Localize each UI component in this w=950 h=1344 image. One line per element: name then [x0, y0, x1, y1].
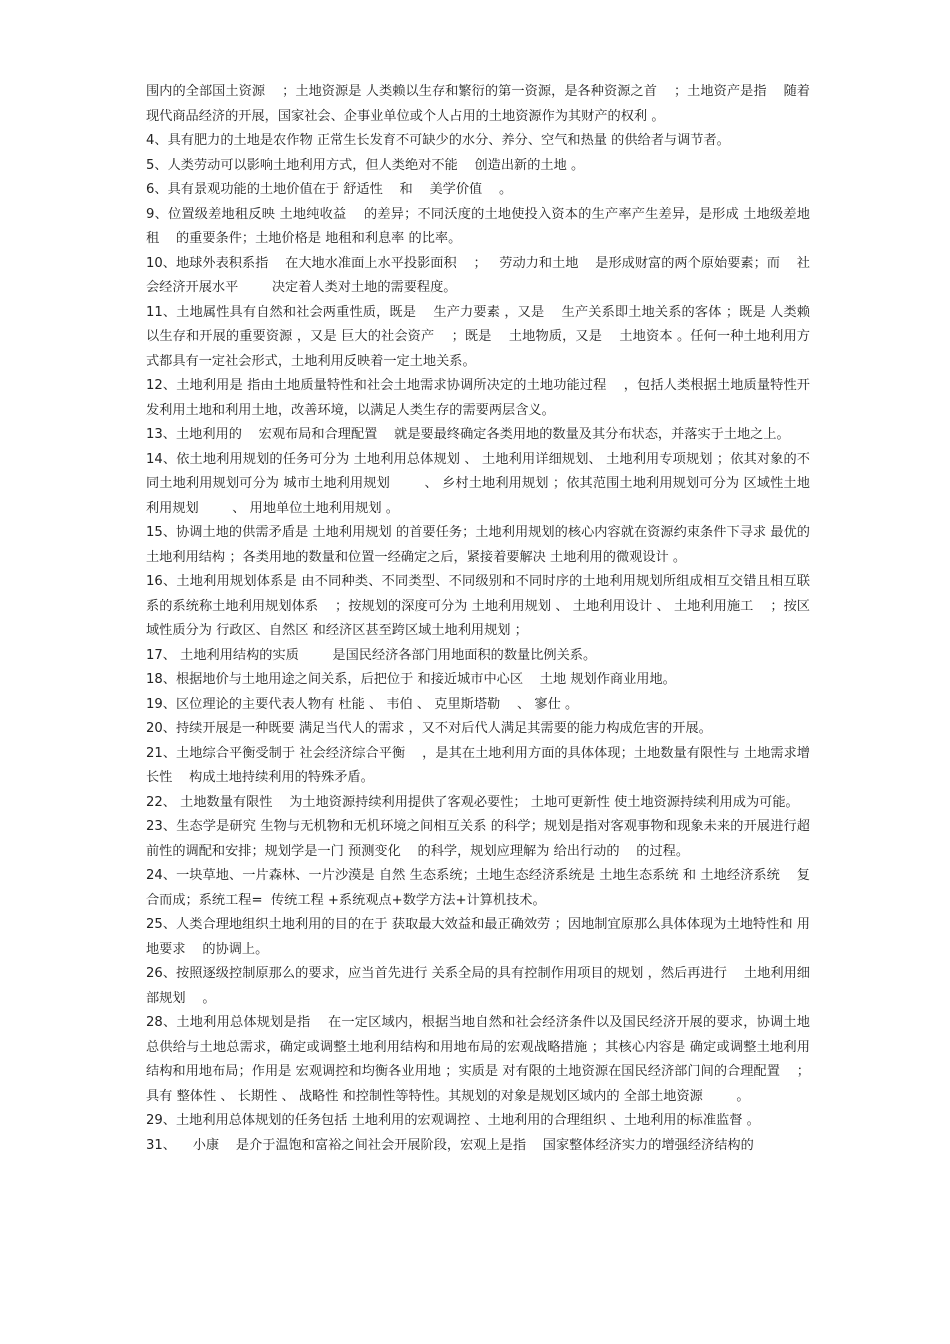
paragraph: 11、土地属性具有自然和社会两重性质，既是 生产力要素 ，又是 生产关系即土地关系的客体 ；既是 人类赖以生存和开展的重要资源 ，又是 巨大的社会资产 ；既是 土地物质，又是 土地资本 。任何一种土地利用方式都具有一定社会形式，土地利用反映着一定土地关系。 [146, 304, 810, 369]
paragraph: 5、人类劳动可以影响土地利用方式，但人类绝对不能 创造出新的土地 。 [146, 157, 585, 173]
paragraph: 22、 土地数量有限性 为土地资源持续利用提供了客观必要性； 土地可更新性 使土地资源持续利用成为可能。 [146, 794, 799, 810]
paragraph: 18、根据地价与土地用途之间关系，后把位于 和接近城市中心区 土地 规划作商业用地。 [146, 672, 676, 687]
paragraph: 15、协调土地的供需矛盾是 土地利用规划 的首要任务；土地利用规划的核心内容就在资源约束条件下寻求 最优的土地利用结构 ；各类用地的数量和位置一经确定之后，紧接着要解决 土地利用的微观设计 。 [146, 525, 810, 565]
document-page [146, 80, 815, 1158]
paragraph: 26、按照逐级控制原那么的要求，应当首先进行 关系全局的具有控制作用项目的规划 ，然后再进行 土地利用细部规划 。 [146, 966, 810, 1006]
paragraph: 16、土地利用规划体系是 由不同种类、不同类型、不同级别和不同时序的土地利用规划所组成相互交错且相互联系的系统称土地利用规划体系 ；按规划的深度可分为 土地利用规划 、 土地利用设计 、 土地利用施工 ；按区域性质分为 行政区、自然区 和经济区甚至跨区域土地利用规划 ； [146, 574, 810, 638]
paragraph: 10、地球外表积系指 在大地水准面上水平投影面积 ； 劳动力和土地 是形成财富的两个原始要素；而 社会经济开展水平 决定着人类对土地的需要程度。 [146, 255, 810, 295]
paragraph: 28、土地利用总体规划是指 在一定区域内，根据当地自然和社会经济条件以及国民经济开展的要求，协调土地总供给与土地总需求，确定或调整土地利用结构和用地布局的宏观战略措施 ；其核心内容是 确定或调整土地利用结构和用地布局；作用是 宏观调控和均衡各业用地 ；实质是 对有限的土地资源在国民经济部门间的合理配置 ；具有 整体性 、 长期性 、 战略性 和控制性等特性。其规划的对象是规划区域内的 全部土地资源 。 [146, 1015, 810, 1104]
paragraph: 4、具有肥力的土地是农作物 正常生长发育不可缺少的水分、养分、空气和热量 的供给者与调节者。 [146, 133, 730, 148]
paragraph: 25、人类合理地组织土地利用的目的在于 获取最大效益和最正确效劳 ；因地制宜原那么具体体现为土地特性和 用地要求 的协调上。 [146, 917, 810, 957]
paragraph: 6、具有景观功能的土地价值在于 舒适性 和 美学价值 。 [146, 182, 513, 197]
paragraph: 23、生态学是研究 生物与无机物和无机环境之间相互关系 的科学；规划是指对客观事物和现象未来的开展进行超 前性的调配和安排；规划学是一门 预测变化 的科学，规划应理解为 给出行动的 的过程。 [146, 819, 815, 859]
paragraph: 9、位置级差地租反映 土地纯收益 的差异；不同沃度的土地使投入资本的生产率产生差异，是形成 土地级差地租 的重要条件；土地价格是 地租和利息率 的比率。 [146, 206, 810, 246]
paragraph: 19、区位理论的主要代表人物有 杜能 、 韦伯 、 克里斯塔勒 、 寥仕 。 [146, 696, 579, 712]
paragraph: 20、持续开展是一种既要 满足当代人的需求 ，又不对后代人满足其需要的能力构成危害的开展。 [146, 721, 712, 736]
paragraph: 29、土地利用总体规划的任务包括 土地利用的宏观调控 、土地利用的合理组织 、土地利用的标准监督 。 [146, 1113, 760, 1128]
paragraph: 13、土地利用的 宏观布局和合理配置 就是要最终确定各类用地的数量及其分布状态，并落实于土地之上。 [146, 427, 790, 442]
paragraph: 24、一块草地、一片森林、一片沙漠是 自然 生态系统；土地生态经济系统是 土地生态系统 和 土地经济系统 复合而成；系统工程= 传统工程 +系统观点+数学方法+计算机技术。 [146, 868, 810, 908]
paragraph: 14、依土地利用规划的任务可分为 土地利用总体规划 、 土地利用详细规划、 土地利用专项规划 ；依其对象的不同土地利用规划可分为 城市土地利用规划 、 乡村土地利用规划 ；依其范围土地利用规划可分为 区域性土地利用规划 、 用地单位土地利用规划 。 [146, 451, 810, 516]
paragraph: 31、 小康 是介于温饱和富裕之间社会开展阶段，宏观上是指 国家整体经济实力的增强经济结构的 [146, 1137, 754, 1153]
paragraph: 围内的全部国土资源 ；土地资源是 人类赖以生存和繁衍的第一资源，是各种资源之首 ；土地资产是指 随着现代商品经济的开展，国家社会、企事业单位或个人占用的土地资源作为其财产的权利 。 [146, 84, 810, 124]
paragraph: 12、土地利用是 指由土地质量特性和社会土地需求协调所决定的土地功能过程 ，包括人类根据土地质量特性开发利用土地和利用土地，改善环境，以满足人类生存的需要两层含义。 [146, 378, 810, 418]
paragraph: 17、 土地利用结构的实质 是国民经济各部门用地面积的数量比例关系。 [146, 647, 597, 663]
paragraph: 21、土地综合平衡受制于 社会经济综合平衡 ，是其在土地利用方面的具体体现；土地数量有限性与 土地需求增长性 构成土地持续利用的特殊矛盾。 [146, 745, 810, 785]
